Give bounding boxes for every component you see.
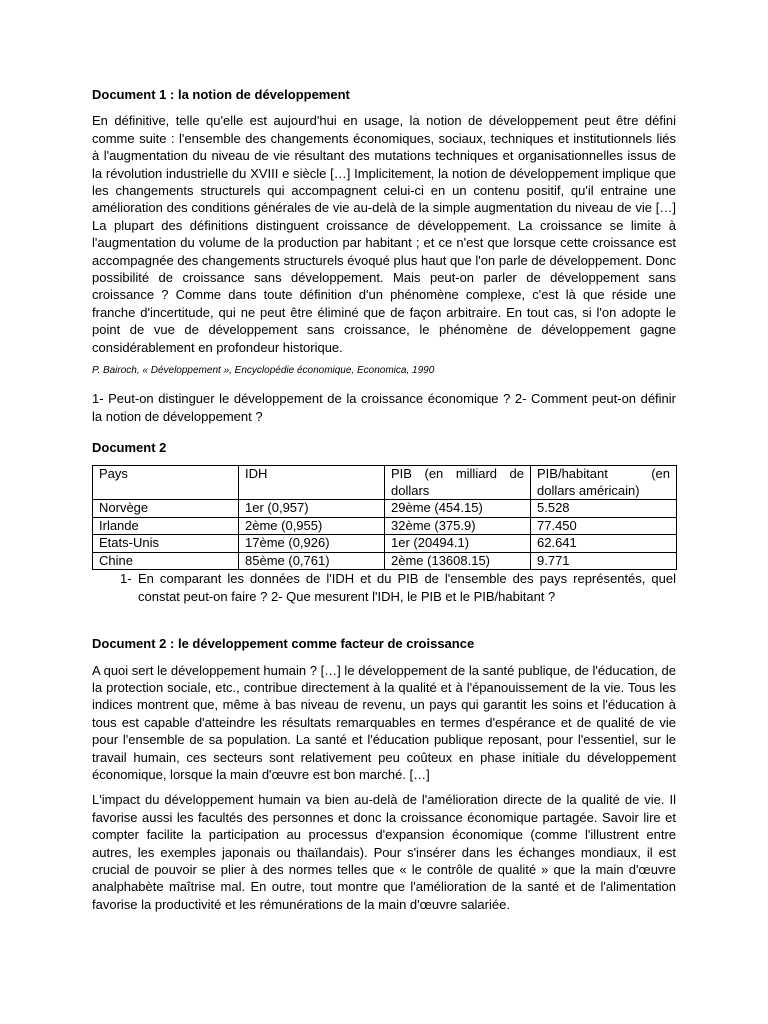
table-row <box>93 535 677 553</box>
table-row <box>93 500 677 518</box>
table-row <box>93 552 677 570</box>
header-pays: Pays <box>93 466 239 500</box>
cell-pays: Irlande <box>93 517 239 535</box>
doc2-question <box>92 570 676 605</box>
cell-pays: Norvège <box>93 500 239 518</box>
document-content <box>92 86 676 921</box>
cell-pib: 29ème (454.15) <box>385 500 531 518</box>
development-table <box>92 465 677 570</box>
cell-pib-habitant: 62.641 <box>531 535 677 553</box>
cell-pib-habitant: 9.771 <box>531 552 677 570</box>
cell-pays: Chine <box>93 552 239 570</box>
doc2-title: Document 2 <box>92 439 167 455</box>
doc1-source: P. Bairoch, « Développement », Encyclopédie économique, Economica, 1990 <box>92 365 435 377</box>
doc3-paragraph-1: A quoi sert le développement humain ? […] le développement de la santé publique, de l'éducation, de la protection sociale, etc., contribue directement à la qualité et à l'épanouissement de la vie. Tous les indices montrent que, même à bas niveau de revenu, un pays qui garantit les soins et l'éducation à tous est capable d'atteindre les résultats remarquables en termes d'espérance et de qualité de vie pour l'ensemble de sa population. La santé et l'éducation publique reposant, pour l'essentiel, sur le travail humain, ces secteurs sont relativement peu coûteux en phase initiale du développement économique, lorsque la main d'œuvre est bon marché. […] <box>92 662 676 782</box>
cell-idh: 17ème (0,926) <box>239 535 385 553</box>
cell-idh: 85ème (0,761) <box>239 552 385 570</box>
cell-pays: Etats-Unis <box>93 535 239 553</box>
cell-pib-habitant: 5.528 <box>531 500 677 518</box>
question-text: En comparant les données de l'IDH et du PIB de l'ensemble des pays représentés, quel constat peut-on faire ? 2- Que mesurent l'IDH, le PIB et le PIB/habitant ? <box>138 571 676 604</box>
question-number: 1- <box>120 571 132 587</box>
cell-idh: 1er (0,957) <box>239 500 385 518</box>
cell-pib-habitant: 77.450 <box>531 517 677 535</box>
doc1-questions: 1- Peut-on distinguer le développement de la croissance économique ? 2- Comment peut-on définir la notion de développement ? <box>92 391 676 424</box>
header-pib-habitant: PIB/habitant (en dollars américain) <box>531 466 677 500</box>
header-pib: PIB (en milliard de dollars <box>385 466 531 500</box>
table-header-row <box>93 466 677 500</box>
doc1-title: Document 1 : la notion de développement <box>92 87 350 102</box>
table-row <box>93 517 677 535</box>
doc1-body: En définitive, telle qu'elle est aujourd'hui en usage, la notion de développement peut être défini comme suite : l'ensemble des changements économiques, sociaux, techniques et institutionnels liés à l'augmentation du niveau de vie résultant des mutations techniques et organisationnelles issus de la révolution industrielle du XVIII e siècle […] Implicitement, la notion de développement implique que les changements structurels qui accompagnent celui-ci en un contenu positif, qu'il entraine une amélioration des conditions générales de vie au-delà de la simple augmentation du niveau de vie […] La plupart des définitions distinguent croissance de développement. La croissance se limite à l'augmentation du volume de la production par habitant ; et ce n'est que lorsque cette croissance est accompagnée des changements structurels évoqué plus haut que l'on parle de développement. Donc possibilité de croissance sans développement. Mais peut-on parler de développement sans croissance ? Comme dans toute définition d'un phénomène complexe, c'est là que réside une franche d'incertitude, qui ne peut être éliminé que de façon arbitraire. En tout cas, si l'on adopte le point de vue de développement sans croissance, le phénomène de développement gagne considérablement en profondeur historique. <box>92 113 676 355</box>
cell-pib: 32ème (375.9) <box>385 517 531 535</box>
cell-pib: 1er (20494.1) <box>385 535 531 553</box>
doc3-title: Document 2 : le développement comme facteur de croissance <box>92 636 475 652</box>
cell-pib: 2ème (13608.15) <box>385 552 531 570</box>
doc3-paragraph-2: L'impact du développement humain va bien au-delà de l'amélioration directe de la qualité de vie. Il favorise aussi les facultés des personnes et donc la croissance économique partagée. Savoir lire et compter facilite la participation au processus d'expansion économique (comme l'illustrent entre autres, les exemples japonais ou thaïlandais). Pour s'insérer dans les échanges mondiaux, il est crucial de pouvoir se plier à des normes telles que « le contrôle de qualité » que la main d'œuvre analphabète maîtrise mal. En outre, tout montre que l'amélioration de la santé et de l'alimentation favorise la productivité et les rémunérations de la main d'œuvre salariée. <box>92 792 676 912</box>
header-idh: IDH <box>239 466 385 500</box>
cell-idh: 2ème (0,955) <box>239 517 385 535</box>
